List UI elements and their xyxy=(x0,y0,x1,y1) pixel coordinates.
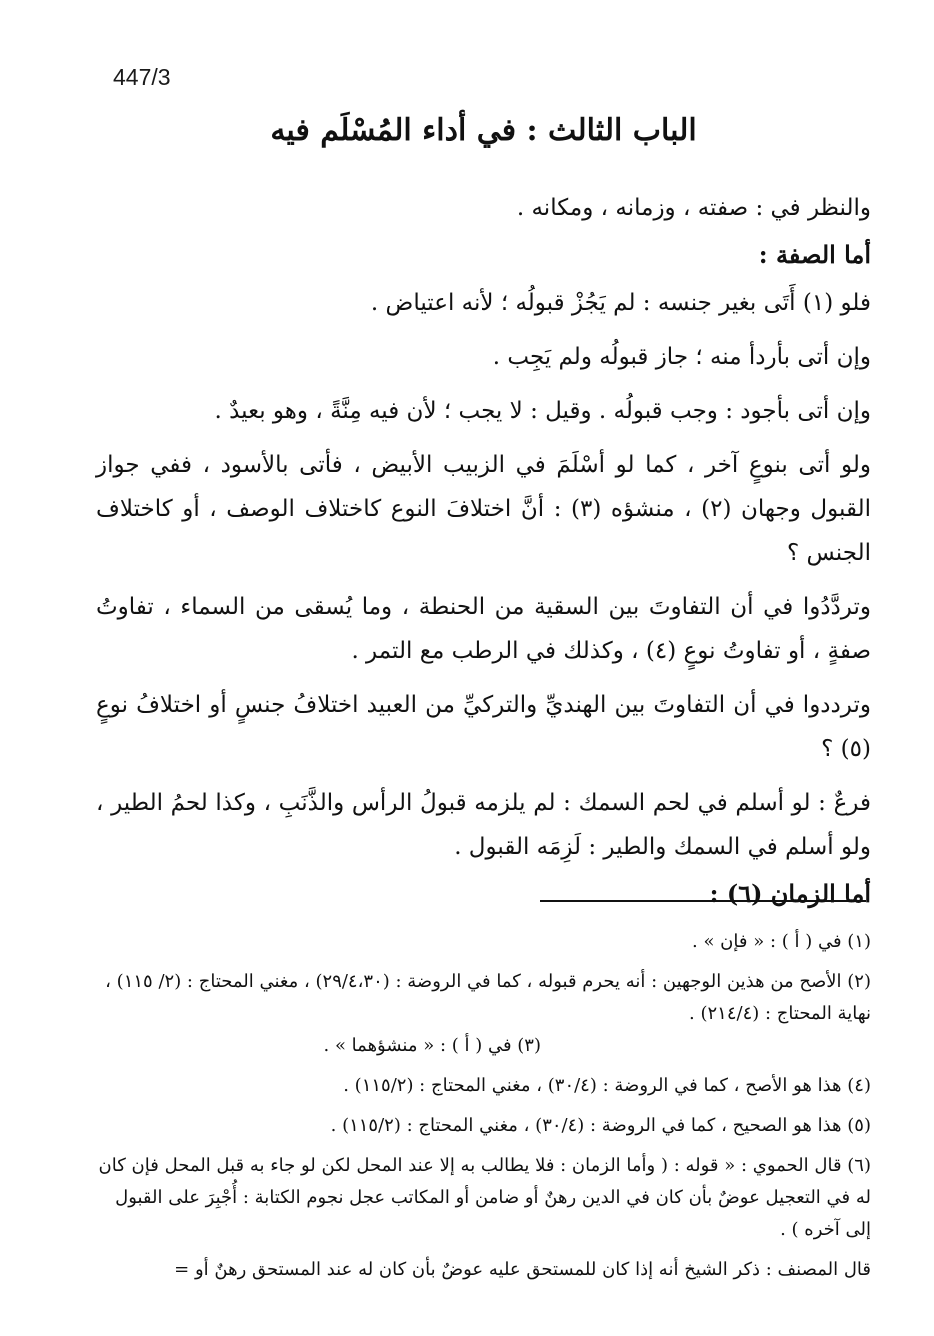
paragraph: فلو (١) أَتَى بغير جنسه : لم يَجُزْ قبولُه ؛ لأنه اعتياض . xyxy=(370,290,871,316)
paragraph: فرعٌ : لو أسلم في لحم السمك : لم يلزمه قبولُ الرأس والذَّنَبِ ، وكذا لحمُ الطير ، ولو أسلم في السمك والطير : لَزِمَه القبول . xyxy=(96,790,871,860)
intro-line: والنظر في : صفته ، وزمانه ، ومكانه . xyxy=(516,195,871,221)
footnote-6-continued: قال المصنف : ذكر الشيخ أنه إذا كان للمستحق عليه عوضٌ بأن كان له عند المستحق رهنٌ أو = xyxy=(174,1259,871,1280)
footnote-5: (٥) هذا هو الصحيح ، كما في الروضة : (٣٠/٤) ، مغني المحتاج : (١١٥/٢) . xyxy=(330,1115,871,1136)
footnotes xyxy=(96,926,871,1286)
chapter-title: الباب الثالث : في أداء المُسْلَم فيه xyxy=(270,113,697,148)
section-heading-time: أما الزمان (٦) : xyxy=(709,879,871,908)
footnote-4: (٤) هذا هو الأصح ، كما في الروضة : (٣٠/٤) ، مغني المحتاج : (١١٥/٢) . xyxy=(343,1075,871,1096)
footnote-3: (٣) في ( أ ) : « منشؤهما » . xyxy=(323,1035,541,1056)
paragraph: وترددوا في أن التفاوتَ بين الهنديِّ والتركيِّ من العبيد اختلافُ جنسٍ أو اختلافُ نوعٍ (٥) ؟ xyxy=(96,692,871,762)
paragraph: ولو أتى بنوعٍ آخر ، كما لو أسْلَمَ في الزبيب الأبيض ، فأتى بالأسود ، ففي جواز القبول وجهان (٢) ، منشؤه (٣) : أنَّ اختلافَ النوع كاختلاف الوصف ، أو كاختلاف الجنس ؟ xyxy=(96,452,871,566)
paragraph: وتردَّدُوا في أن التفاوتَ بين السقية من الحنطة ، وما يُسقى من السماء ، تفاوتُ صفةٍ ، أو تفاوتُ نوعٍ (٤) ، وكذلك في الرطب مع التمر . xyxy=(96,594,871,664)
paragraph: وإن أتى بأردأ منه ؛ جاز قبولُه ولم يَجِب . xyxy=(492,344,871,370)
section-heading-quality: أما الصفة : xyxy=(758,240,871,269)
main-text xyxy=(96,186,871,908)
paragraph: وإن أتى بأجود : وجب قبولُه . وقيل : لا يجب ؛ لأن فيه مِنَّةً ، وهو بعيدٌ . xyxy=(214,398,871,424)
footnote-6: (٦) قال الحموي : « قوله : ( وأما الزمان : فلا يطالب به إلا عند المحل لكن لو جاء به قبل المحل فإن كان له في التعجيل عوضٌ بأن كان في الدين رهنٌ أو ضامن أو المكاتب عجل نجوم الكتابة : أُجْبِرَ على القبول إلى آخره ) . xyxy=(98,1155,871,1240)
footnote-2: (٢) الأصح من هذين الوجهين : أنه يحرم قبوله ، كما في الروضة : (٢٩/٤،٣٠) ، مغني المحتاج : (٢/ ١١٥) ، نهاية المحتاج : (٢١٤/٤) . xyxy=(105,971,871,1024)
footnote-divider xyxy=(540,900,866,902)
page-number: 447/3 xyxy=(113,64,171,90)
footnote-1: (١) في ( أ ) : « فإن » . xyxy=(692,931,871,952)
